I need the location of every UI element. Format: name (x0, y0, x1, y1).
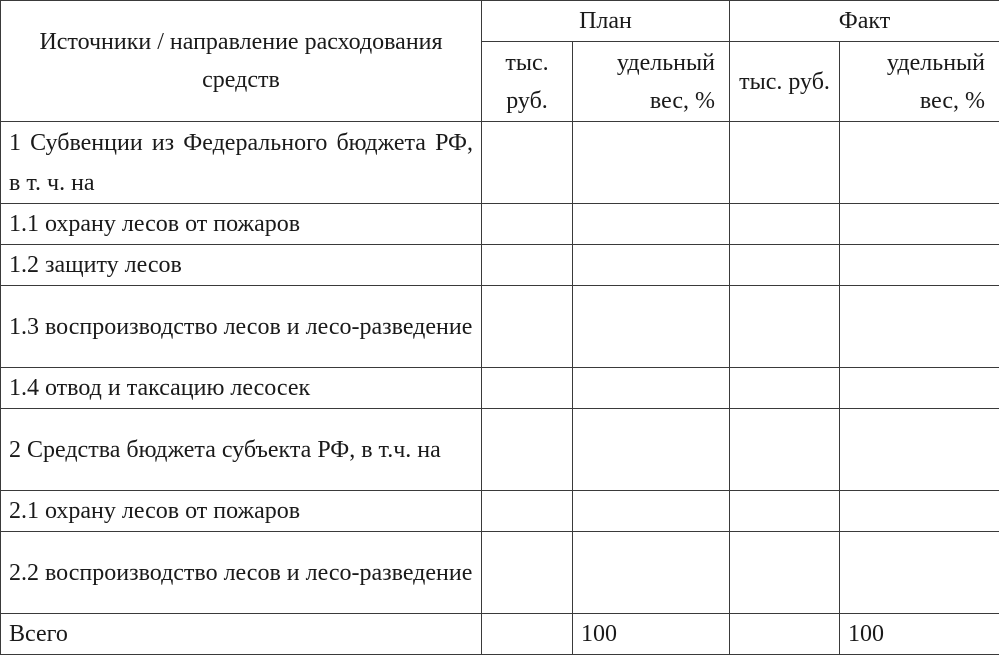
cell-plan-pct (573, 286, 730, 368)
header-plan-pct: удельный вес, % (573, 42, 730, 122)
header-fact: Факт (730, 1, 999, 42)
cell-fact-pct (840, 409, 999, 491)
table-row (1, 245, 999, 286)
cell-fact-pct (840, 286, 999, 368)
cell-plan-rub (482, 491, 573, 532)
cell-plan-rub (482, 409, 573, 491)
row-label: 1 Субвенции из Федерального бюджета РФ, в т. ч. на (1, 122, 482, 204)
header-fact-rub: тыс. руб. (730, 42, 840, 122)
header-source: Источники / направление расходования средств (1, 1, 482, 122)
header-fact-pct: удельный вес, % (840, 42, 999, 122)
table-row (1, 122, 999, 204)
cell-plan-pct (573, 368, 730, 409)
row-label: 1.4 отвод и таксацию лесосек (1, 368, 482, 409)
cell-plan-pct (573, 491, 730, 532)
header-plan-rub: тыс. руб. (482, 42, 573, 122)
table-row-total (1, 614, 999, 655)
row-label: 2 Средства бюджета субъекта РФ, в т.ч. на (1, 409, 482, 491)
cell-fact-pct (840, 245, 999, 286)
cell-fact-rub (730, 204, 840, 245)
table-row (1, 532, 999, 614)
row-label: 1.1 охрану лесов от пожаров (1, 204, 482, 245)
cell-plan-rub (482, 532, 573, 614)
cell-fact-rub (730, 245, 840, 286)
cell-fact-pct (840, 491, 999, 532)
cell-fact-pct (840, 122, 999, 204)
cell-plan-rub (482, 614, 573, 655)
cell-fact-pct: 100 (840, 614, 999, 655)
cell-plan-rub (482, 286, 573, 368)
cell-plan-rub (482, 122, 573, 204)
cell-fact-rub (730, 491, 840, 532)
cell-plan-pct (573, 245, 730, 286)
cell-fact-rub (730, 409, 840, 491)
table-row (1, 286, 999, 368)
row-label: 2.1 охрану лесов от пожаров (1, 491, 482, 532)
cell-fact-rub (730, 368, 840, 409)
table-row (1, 491, 999, 532)
cell-fact-rub (730, 286, 840, 368)
cell-fact-pct (840, 368, 999, 409)
cell-plan-rub (482, 368, 573, 409)
row-label: 1.3 воспроизводство лесов и лесо-разведение (1, 286, 482, 368)
cell-fact-pct (840, 204, 999, 245)
table-row (1, 204, 999, 245)
header-plan: План (482, 1, 730, 42)
table-row (1, 409, 999, 491)
row-label: Всего (1, 614, 482, 655)
cell-fact-rub (730, 122, 840, 204)
row-label: 2.2 воспроизводство лесов и лесо-разведение (1, 532, 482, 614)
cell-plan-pct (573, 532, 730, 614)
row-label: 1.2 защиту лесов (1, 245, 482, 286)
header-row-1 (1, 1, 999, 42)
cell-fact-pct (840, 532, 999, 614)
cell-plan-rub (482, 204, 573, 245)
cell-fact-rub (730, 614, 840, 655)
cell-plan-pct (573, 204, 730, 245)
cell-plan-pct (573, 122, 730, 204)
cell-plan-pct: 100 (573, 614, 730, 655)
cell-fact-rub (730, 532, 840, 614)
cell-plan-rub (482, 245, 573, 286)
cell-plan-pct (573, 409, 730, 491)
table-row (1, 368, 999, 409)
